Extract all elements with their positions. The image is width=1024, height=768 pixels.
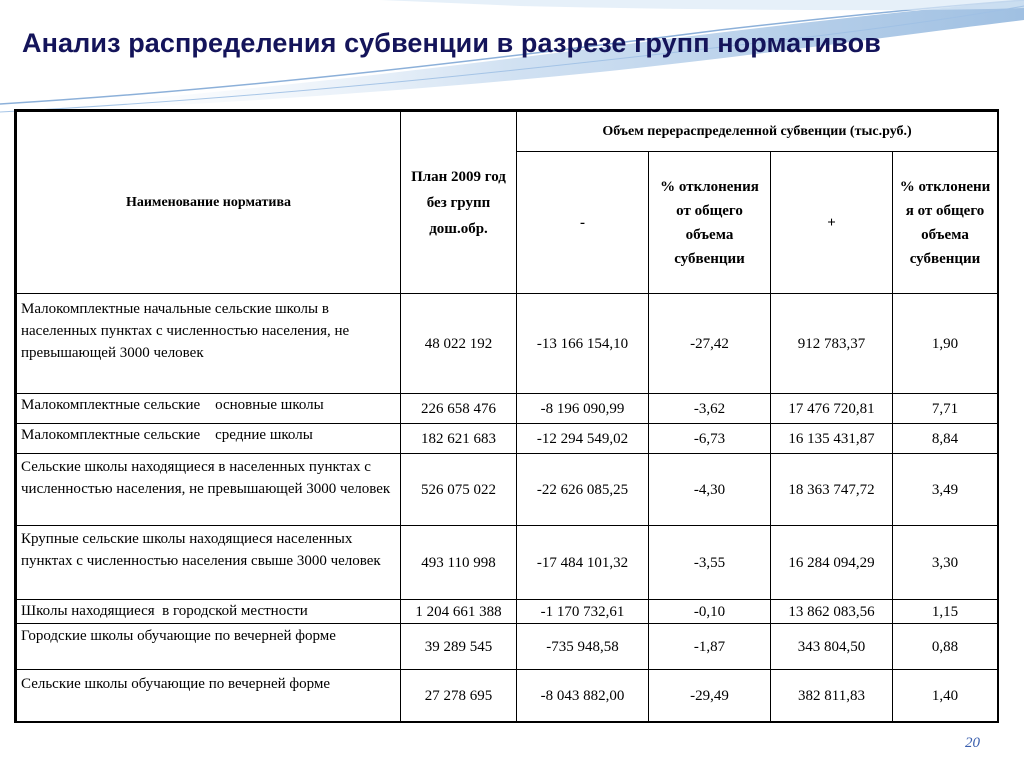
row-name: Малокомплектные сельские основные школы [17, 394, 401, 424]
row-minus: -17 484 101,32 [517, 526, 649, 600]
header-minus: - [517, 152, 649, 294]
row-plus: 13 862 083,56 [771, 600, 893, 624]
header-pct-minus: % отклонения от общего объема субвенции [649, 152, 771, 294]
table-row [17, 394, 998, 424]
row-minus: -12 294 549,02 [517, 424, 649, 454]
subvention-table [16, 111, 998, 722]
table-row [17, 294, 998, 394]
row-pct-plus: 1,15 [893, 600, 998, 624]
row-pct-minus: -1,87 [649, 624, 771, 670]
row-name: Сельские школы обучающие по вечерней форме [17, 670, 401, 722]
row-plus: 16 284 094,29 [771, 526, 893, 600]
row-pct-minus: -29,49 [649, 670, 771, 722]
header-volume-group: Объем перераспределенной субвенции (тыс.руб.) [517, 112, 998, 152]
row-name: Сельские школы находящиеся в населенных пунктах с численностью населения, не превышающей 3000 человек [17, 454, 401, 526]
table-row [17, 424, 998, 454]
row-pct-minus: -3,62 [649, 394, 771, 424]
row-plan: 493 110 998 [401, 526, 517, 600]
row-pct-minus: -6,73 [649, 424, 771, 454]
row-plan: 526 075 022 [401, 454, 517, 526]
row-plan: 226 658 476 [401, 394, 517, 424]
row-minus: -8 196 090,99 [517, 394, 649, 424]
row-pct-minus: -4,30 [649, 454, 771, 526]
row-pct-plus: 1,40 [893, 670, 998, 722]
page-number: 20 [965, 735, 980, 751]
row-pct-plus: 0,88 [893, 624, 998, 670]
table-row [17, 624, 998, 670]
row-plus: 18 363 747,72 [771, 454, 893, 526]
row-pct-plus: 3,49 [893, 454, 998, 526]
row-name: Малокомплектные начальные сельские школы в населенных пунктах с численностью населения, не превышающей 3000 человек [17, 294, 401, 394]
row-name: Крупные сельские школы находящиеся населенных пунктах с численностью населения свыше 3000 человек [17, 526, 401, 600]
row-plan: 1 204 661 388 [401, 600, 517, 624]
row-minus: -22 626 085,25 [517, 454, 649, 526]
row-name: Малокомплектные сельские средние школы [17, 424, 401, 454]
table-row [17, 526, 998, 600]
row-minus: -1 170 732,61 [517, 600, 649, 624]
table-row [17, 670, 998, 722]
table-frame [14, 109, 999, 723]
row-plus: 16 135 431,87 [771, 424, 893, 454]
row-plus: 912 783,37 [771, 294, 893, 394]
row-pct-minus: -0,10 [649, 600, 771, 624]
row-plan: 48 022 192 [401, 294, 517, 394]
row-pct-minus: -3,55 [649, 526, 771, 600]
row-name: Школы находящиеся в городской местности [17, 600, 401, 624]
row-minus: -8 043 882,00 [517, 670, 649, 722]
row-pct-plus: 1,90 [893, 294, 998, 394]
row-plan: 27 278 695 [401, 670, 517, 722]
row-minus: -13 166 154,10 [517, 294, 649, 394]
table-row [17, 454, 998, 526]
row-plan: 39 289 545 [401, 624, 517, 670]
row-pct-minus: -27,42 [649, 294, 771, 394]
row-name: Городские школы обучающие по вечерней форме [17, 624, 401, 670]
slide-title: Анализ распределения субвенции в разрезе групп нормативов [22, 28, 881, 58]
row-minus: -735 948,58 [517, 624, 649, 670]
table-row [17, 600, 998, 624]
row-pct-plus: 8,84 [893, 424, 998, 454]
row-pct-plus: 7,71 [893, 394, 998, 424]
row-plus: 343 804,50 [771, 624, 893, 670]
header-pct-plus: % отклонени я от общего объема субвенции [893, 152, 998, 294]
header-name: Наименование норматива [17, 112, 401, 294]
header-plus: + [771, 152, 893, 294]
row-plan: 182 621 683 [401, 424, 517, 454]
header-decoration [0, 0, 1024, 120]
header-plan: План 2009 год без групп дош.обр. [401, 112, 517, 294]
row-pct-plus: 3,30 [893, 526, 998, 600]
row-plus: 17 476 720,81 [771, 394, 893, 424]
row-plus: 382 811,83 [771, 670, 893, 722]
